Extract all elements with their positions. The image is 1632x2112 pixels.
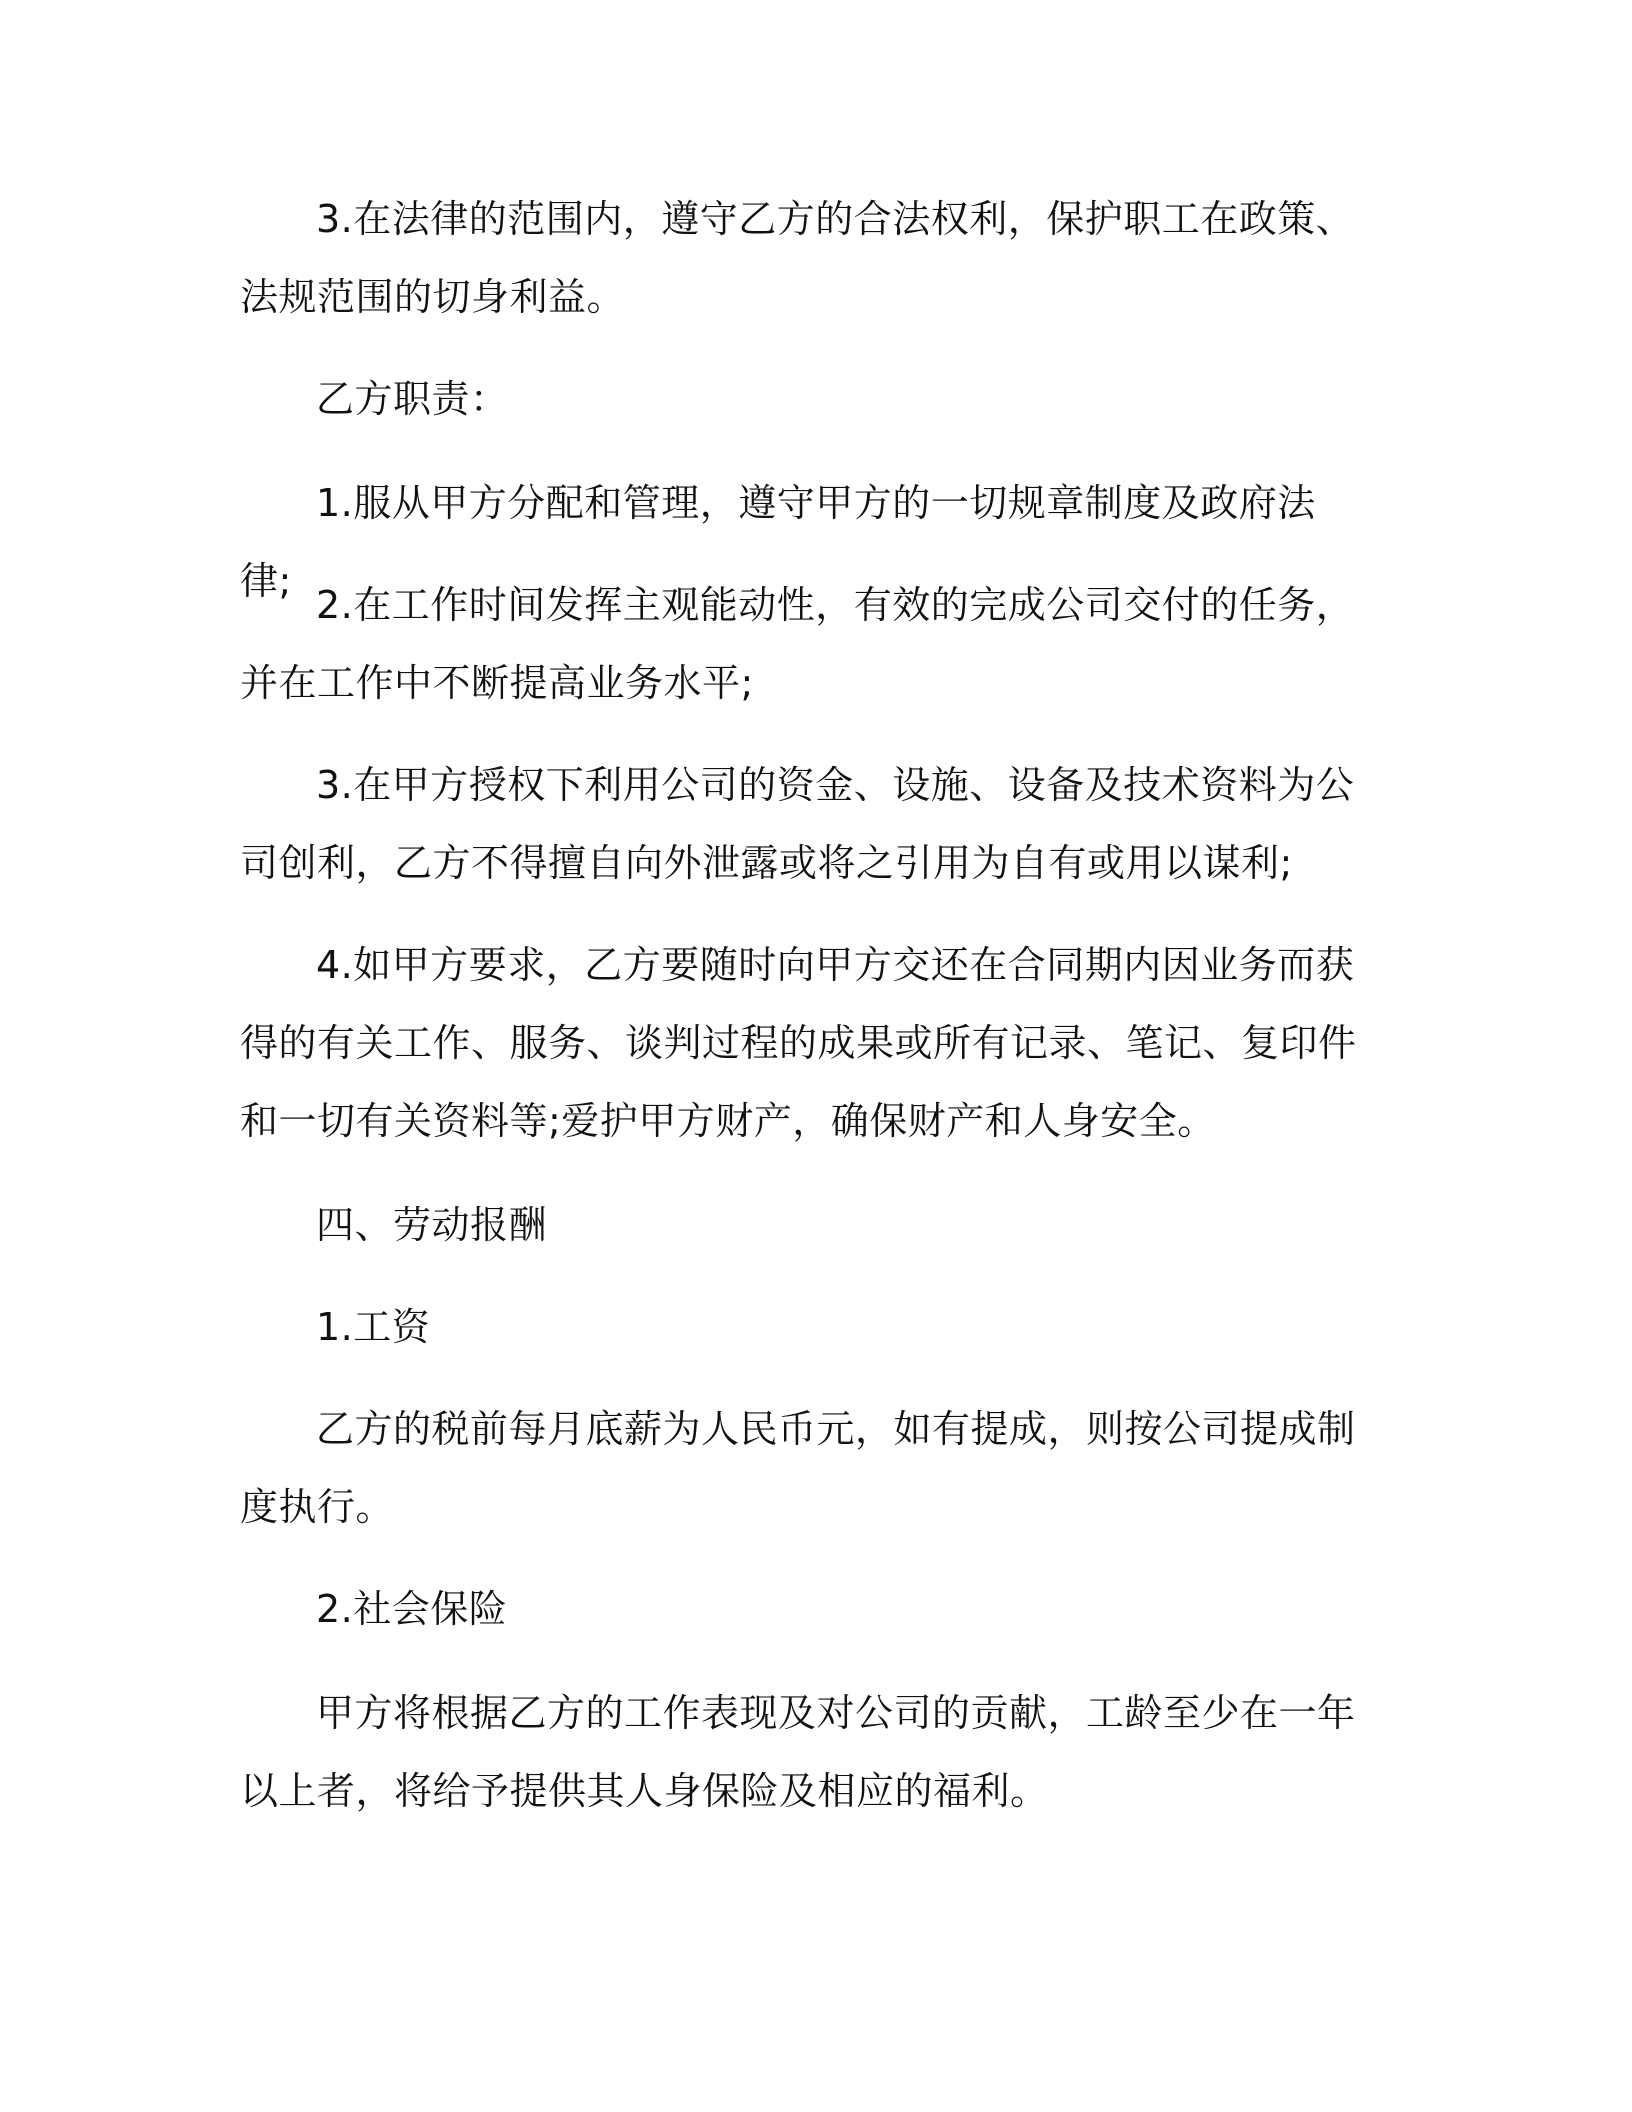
section-heading-remuneration: 四、劳动报酬 [316, 1203, 548, 1247]
paragraph-duty-2: 2.在工作时间发挥主观能动性，有效的完成公司交付的任务，并在工作中不断提高业务水平; [240, 583, 1355, 705]
paragraph-salary: 乙方的税前每月底薪为人民币元，如有提成，则按公司提成制度执行。 [240, 1407, 1356, 1529]
paragraph-duty-4: 4.如甲方要求，乙方要随时向甲方交还在合同期内因业务而获得的有关工作、服务、谈判过程的成果或所有记录、笔记、复印件和一切有关资料等;爱护甲方财产，确保财产和人身安全。 [240, 943, 1357, 1143]
paragraph-duty-3: 3.在甲方授权下利用公司的资金、设施、设备及技术资料为公司创利，乙方不得擅自向外泄露或将之引用为自有或用以谋利; [240, 763, 1355, 885]
paragraph-social-insurance: 甲方将根据乙方的工作表现及对公司的贡献，工龄至少在一年以上者，将给予提供其人身保险及相应的福利。 [240, 1691, 1356, 1813]
subheading-social-insurance: 2.社会保险 [316, 1587, 508, 1631]
paragraph-duty-1: 1.服从甲方分配和管理，遵守甲方的一切规章制度及政府法律; [240, 481, 1316, 603]
paragraph-clause-3-rights: 3.在法律的范围内，遵守乙方的合法权利，保护职工在政策、法规范围的切身利益。 [240, 197, 1355, 319]
paragraph-party-b-duties-heading: 乙方职责： [316, 377, 509, 421]
subheading-salary: 1.工资 [316, 1305, 431, 1349]
